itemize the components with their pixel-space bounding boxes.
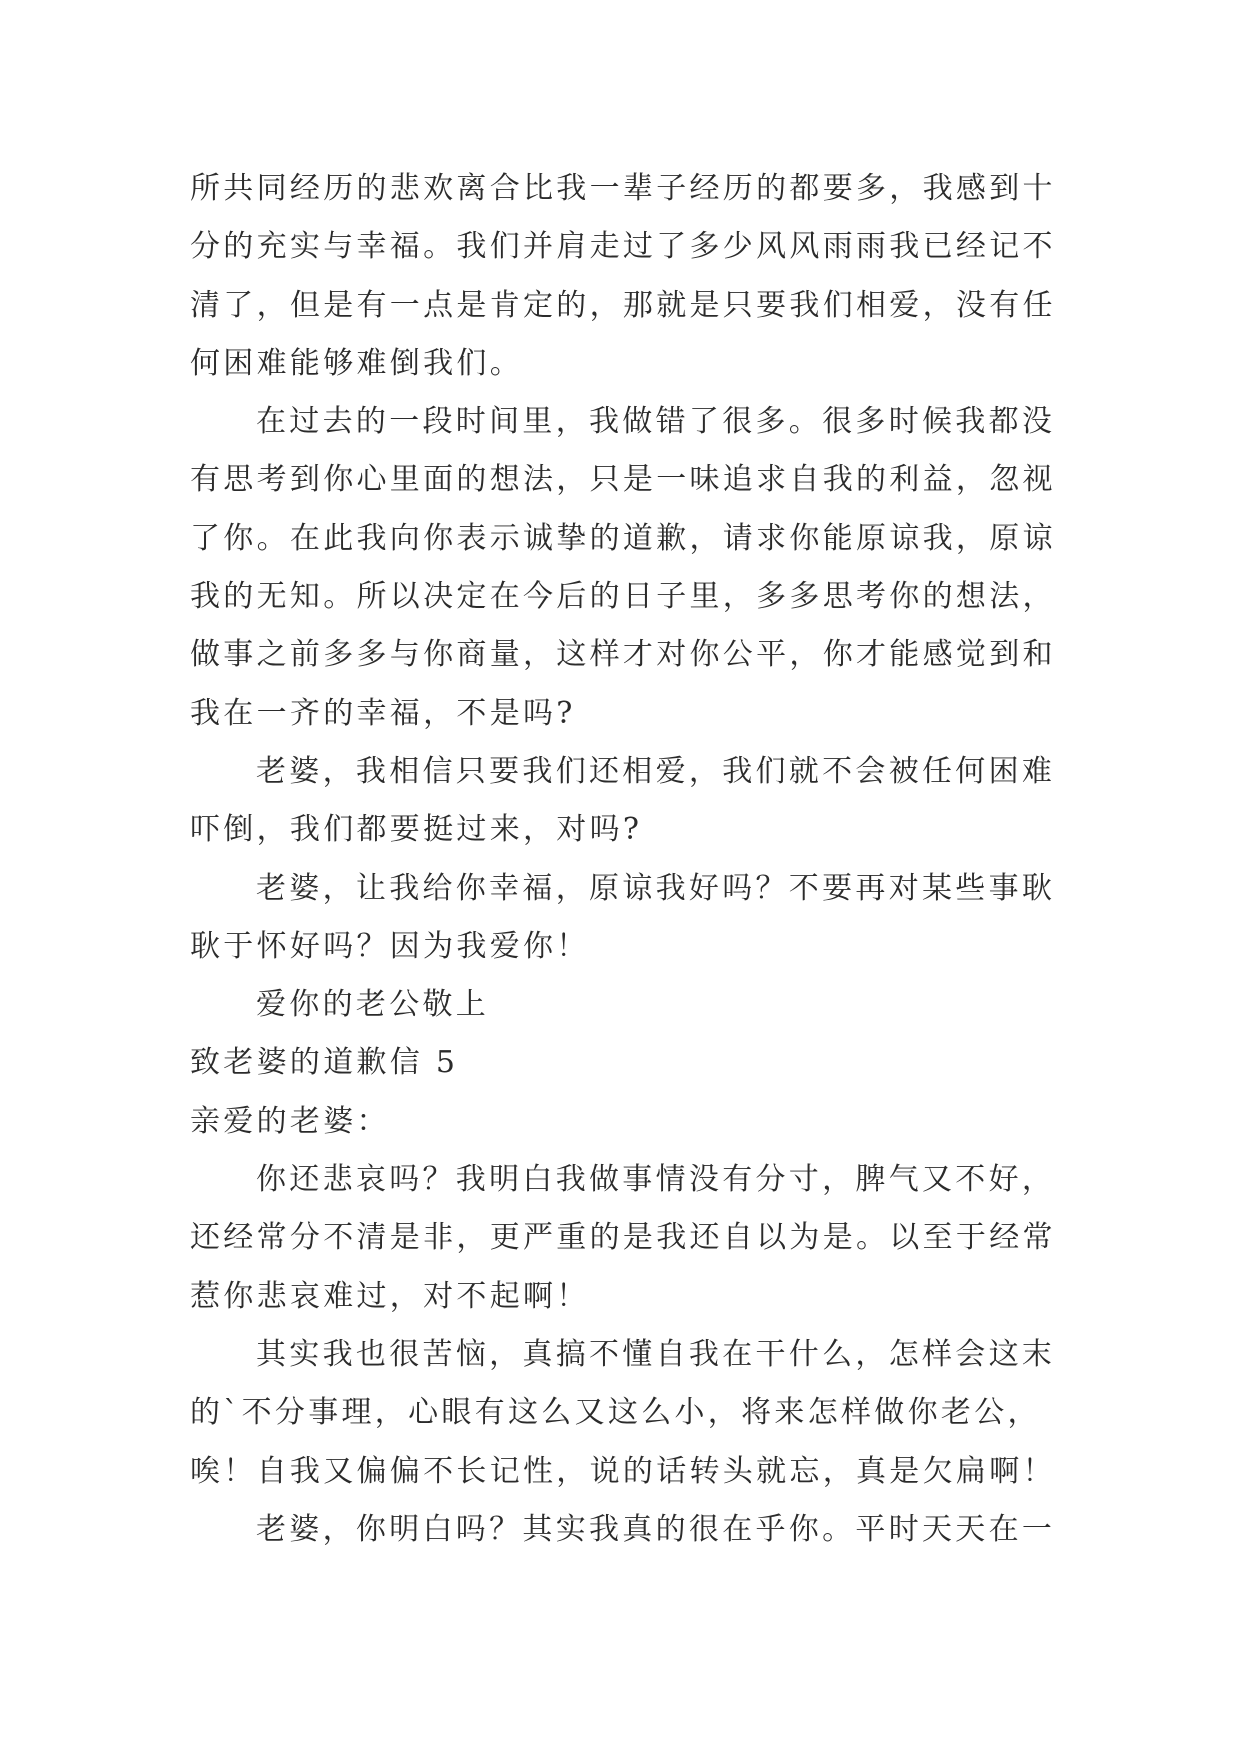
text-line: 何困难能够难倒我们。 [190,345,523,381]
document-body [190,160,1060,1559]
text-line: 了你。在此我向你表示诚挚的道歉，请求你能原谅我，原谅 [190,520,1056,556]
text-line: 所共同经历的悲欢离合比我一辈子经历的都要多，我感到十 [190,171,1056,206]
salutation: 亲爱的老婆： [190,1103,390,1139]
paragraph-first-line: 在过去的一段时间里，我做错了很多。很多时候我都没 [256,404,1056,440]
paragraph-first-line: 老婆，你明白吗？其实我真的很在乎你。平时天天在一 [256,1511,1056,1547]
text-line: 有思考到你心里面的想法，只是一味追求自我的利益，忽视 [190,462,1056,498]
text-line: 吓倒，我们都要挺过来，对吗? [190,812,643,848]
paragraph-first-line: 老婆，让我给你幸福，原谅我好吗？不要再对某些事耿 [256,870,1056,906]
paragraph-first-line: 其实我也很苦恼，真搞不懂自我在干什么，怎样会这末 [256,1336,1056,1372]
paragraph-first-line: 老婆，我相信只要我们还相爱，我们就不会被任何困难 [256,753,1056,789]
paragraph-first-line: 你还悲哀吗？我明白我做事情没有分寸，脾气又不好， [256,1162,1056,1198]
text-line: 分的充实与幸福。我们并肩走过了多少风风雨雨我已经记不 [190,229,1056,265]
text-line: 做事之前多多与你商量，这样才对你公平，你才能感觉到和 [190,637,1056,673]
text-line: 耿于怀好吗？因为我爱你！ [190,928,590,964]
text-line: 还经常分不清是非，更严重的是我还自以为是。以至于经常 [190,1220,1056,1256]
text-line: 我在一齐的幸福，不是吗? [190,695,576,731]
text-line: 唉！自我又偏偏不长记性，说的话转头就忘，真是欠扁啊！ [190,1453,1056,1489]
text-line: 惹你悲哀难过，对不起啊！ [190,1278,590,1314]
text-line: 清了，但是有一点是肯定的，那就是只要我们相爱，没有任 [190,287,1056,323]
text-line: 我的无知。所以决定在今后的日子里，多多思考你的想法， [190,579,1056,615]
signature-line: 爱你的老公敬上 [256,987,490,1023]
section-title: 致老婆的道歉信 5 [190,1045,459,1081]
text-line: 的`不分事理，心眼有这么又这么小，将来怎样做你老公， [190,1395,1041,1431]
